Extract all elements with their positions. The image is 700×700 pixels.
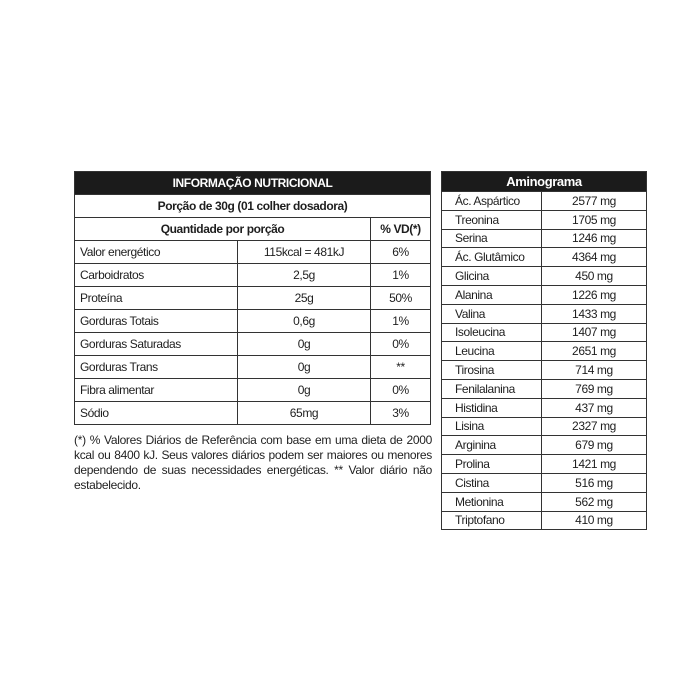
nutrition-row bbox=[75, 287, 431, 310]
nutrient-amount: 2,5g bbox=[238, 264, 371, 287]
amino-acid-name: Leucina bbox=[442, 342, 542, 361]
nutrient-amount: 0g bbox=[238, 379, 371, 402]
amino-acid-value: 1246 mg bbox=[542, 229, 647, 248]
amino-acid-value: 1705 mg bbox=[542, 210, 647, 229]
amino-acid-name: Histidina bbox=[442, 398, 542, 417]
amino-acid-name: Cistina bbox=[442, 473, 542, 492]
amino-acid-value: 1433 mg bbox=[542, 304, 647, 323]
nutrient-vd: 0% bbox=[371, 333, 431, 356]
aminogram-row bbox=[442, 210, 647, 229]
nutrition-facts-table bbox=[74, 171, 431, 425]
amino-acid-value: 1421 mg bbox=[542, 455, 647, 474]
aminogram-row bbox=[442, 455, 647, 474]
amino-acid-value: 4364 mg bbox=[542, 248, 647, 267]
nutrient-amount: 0,6g bbox=[238, 310, 371, 333]
nutrition-row bbox=[75, 241, 431, 264]
amino-acid-name: Valina bbox=[442, 304, 542, 323]
aminogram-row bbox=[442, 511, 647, 530]
aminogram-row bbox=[442, 342, 647, 361]
amino-acid-value: 410 mg bbox=[542, 511, 647, 530]
aminogram-title: Aminograma bbox=[442, 172, 647, 192]
amino-acid-name: Metionina bbox=[442, 492, 542, 511]
footnote: (*) % Valores Diários de Referência com base em uma dieta de 2000 kcal ou 8400 kJ. Seus valores diários podem ser maiores ou menores dependendo de suas necessidades energéticas. ** Valor diário não estabelecido. bbox=[74, 433, 432, 492]
nutrient-amount: 65mg bbox=[238, 402, 371, 425]
nutrient-vd: 3% bbox=[371, 402, 431, 425]
amino-acid-name: Ác. Glutâmico bbox=[442, 248, 542, 267]
aminogram-row bbox=[442, 436, 647, 455]
nutrition-row bbox=[75, 264, 431, 287]
nutrition-row bbox=[75, 379, 431, 402]
nutrient-vd: 50% bbox=[371, 287, 431, 310]
amino-acid-value: 714 mg bbox=[542, 361, 647, 380]
nutrition-row bbox=[75, 356, 431, 379]
column-header-vd: % VD(*) bbox=[371, 218, 431, 241]
nutrient-vd: 6% bbox=[371, 241, 431, 264]
amino-acid-name: Prolina bbox=[442, 455, 542, 474]
nutrient-vd: 1% bbox=[371, 310, 431, 333]
amino-acid-name: Ác. Aspártico bbox=[442, 192, 542, 211]
amino-acid-value: 562 mg bbox=[542, 492, 647, 511]
nutrient-name: Fibra alimentar bbox=[75, 379, 238, 402]
aminogram-table bbox=[441, 171, 647, 530]
nutrient-vd: 1% bbox=[371, 264, 431, 287]
column-header-quantity: Quantidade por porção bbox=[75, 218, 371, 241]
nutrient-amount: 25g bbox=[238, 287, 371, 310]
nutrient-vd: ** bbox=[371, 356, 431, 379]
aminogram-row bbox=[442, 473, 647, 492]
aminogram-row bbox=[442, 323, 647, 342]
nutrient-amount: 115kcal = 481kJ bbox=[238, 241, 371, 264]
nutrition-row bbox=[75, 310, 431, 333]
aminogram-row bbox=[442, 417, 647, 436]
amino-acid-value: 1407 mg bbox=[542, 323, 647, 342]
nutrition-row bbox=[75, 333, 431, 356]
amino-acid-name: Isoleucina bbox=[442, 323, 542, 342]
nutrient-amount: 0g bbox=[238, 356, 371, 379]
nutrition-row bbox=[75, 402, 431, 425]
aminogram-row bbox=[442, 492, 647, 511]
nutrient-vd: 0% bbox=[371, 379, 431, 402]
aminogram-row bbox=[442, 267, 647, 286]
amino-acid-name: Alanina bbox=[442, 285, 542, 304]
amino-acid-value: 450 mg bbox=[542, 267, 647, 286]
amino-acid-value: 2327 mg bbox=[542, 417, 647, 436]
amino-acid-name: Tirosina bbox=[442, 361, 542, 380]
portion-size: Porção de 30g (01 colher dosadora) bbox=[75, 195, 431, 218]
aminogram-row bbox=[442, 304, 647, 323]
nutrition-title: INFORMAÇÃO NUTRICIONAL bbox=[75, 172, 431, 195]
amino-acid-value: 437 mg bbox=[542, 398, 647, 417]
amino-acid-name: Treonina bbox=[442, 210, 542, 229]
aminogram-row bbox=[442, 285, 647, 304]
aminogram-row bbox=[442, 398, 647, 417]
nutrient-amount: 0g bbox=[238, 333, 371, 356]
amino-acid-value: 679 mg bbox=[542, 436, 647, 455]
amino-acid-name: Serina bbox=[442, 229, 542, 248]
nutrient-name: Proteína bbox=[75, 287, 238, 310]
amino-acid-name: Triptofano bbox=[442, 511, 542, 530]
nutrient-name: Gorduras Saturadas bbox=[75, 333, 238, 356]
aminogram-row bbox=[442, 379, 647, 398]
aminogram-row bbox=[442, 229, 647, 248]
aminogram-row bbox=[442, 248, 647, 267]
amino-acid-value: 516 mg bbox=[542, 473, 647, 492]
amino-acid-name: Lisina bbox=[442, 417, 542, 436]
amino-acid-value: 1226 mg bbox=[542, 285, 647, 304]
amino-acid-name: Fenilalanina bbox=[442, 379, 542, 398]
nutrient-name: Gorduras Trans bbox=[75, 356, 238, 379]
amino-acid-name: Arginina bbox=[442, 436, 542, 455]
aminogram-row bbox=[442, 361, 647, 380]
nutrient-name: Valor energético bbox=[75, 241, 238, 264]
amino-acid-value: 769 mg bbox=[542, 379, 647, 398]
nutrient-name: Carboidratos bbox=[75, 264, 238, 287]
amino-acid-value: 2651 mg bbox=[542, 342, 647, 361]
amino-acid-name: Glicina bbox=[442, 267, 542, 286]
nutrient-name: Sódio bbox=[75, 402, 238, 425]
nutrient-name: Gorduras Totais bbox=[75, 310, 238, 333]
amino-acid-value: 2577 mg bbox=[542, 192, 647, 211]
aminogram-row bbox=[442, 192, 647, 211]
